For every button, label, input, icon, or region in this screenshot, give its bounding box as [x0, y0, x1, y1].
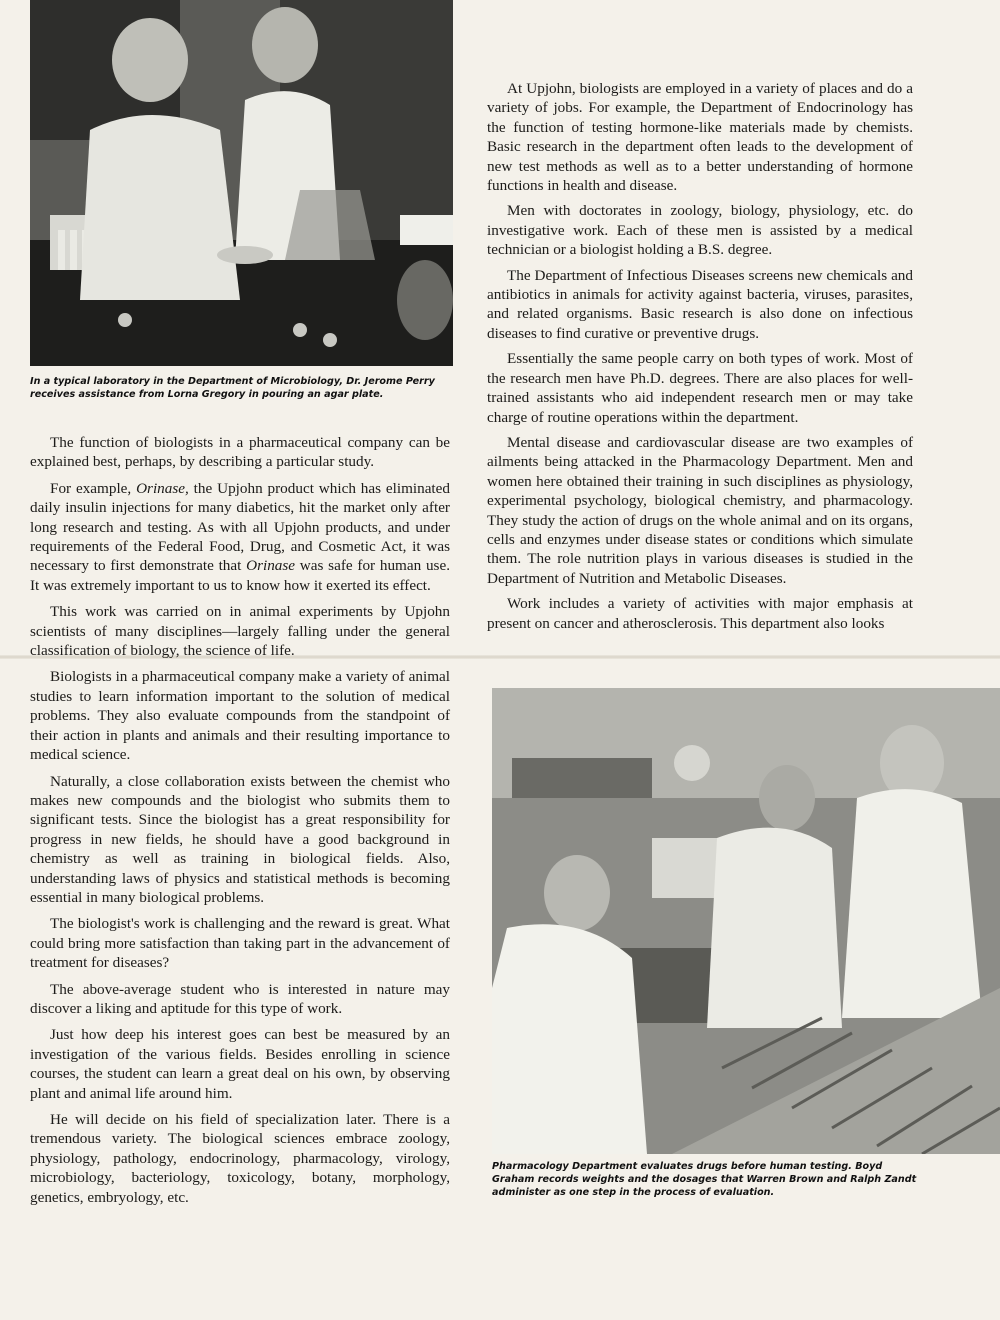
text-run: For example, [50, 479, 137, 497]
text-run: the Upjohn product which has eliminated daily insulin injections for many diabetics, hit the market only after long research and testing. As with all Upjohn products, and under requirements of the Federal Food, Drug, and Cosmetic Act, it was necessary to first demonstrate that [30, 479, 450, 575]
paragraph: Essentially the same people carry on both types of work. Most of the research men have Ph.D. degrees. There are also places for well-trained assistants who aid independent research men or may take charge of routine operations within the department. [487, 350, 913, 426]
paragraph: This work was carried on in animal experiments by Upjohn scientists of many disciplines—largely falling under the general classification of biology, the science of life. [30, 603, 450, 660]
paragraph: The above-average student who is interested in nature may discover a liking and aptitude for this type of work. [30, 980, 450, 1017]
paragraph: The biologist's work is challenging and the reward is great. What could bring more satisfaction than taking part in the advancement of treatment for diseases? [30, 915, 450, 972]
paragraph: Mental disease and cardiovascular disease are two examples of ailments being attacked in the Pharmacology Department. Men and women here obtained their training in such disciplines as physiology, experimental psychology, biological chemistry, and pharmacology. They study the action of drugs on the whole animal and on its organs, cells and enzymes under disease states or conditions which simulate them. The role nutrition plays in various diseases is studied in the Department of Nutrition and Metabolic Diseases. [487, 433, 913, 587]
paragraph: Biologists in a pharmaceutical company make a variety of animal studies to learn information important to the solution of medical problems. They also evaluate compounds from the standpoint of their action in plants and animals and their resulting importance to medical science. [30, 668, 450, 764]
product-name: Orinase, [136, 479, 189, 497]
product-name: Orinase [246, 557, 296, 575]
paragraph: Men with doctorates in zoology, biology, physiology, etc. do investigative work. Each of these men is assisted by a medical technician or a biologist holding a B.S. degree. [487, 202, 913, 259]
paragraph: Naturally, a close collaboration exists between the chemist who makes new compounds and the biologist who submits them to significant tests. Since the biologist has a great responsibility for progress in new fields, he should have a good background in chemistry as well as training in biological fields. Also, understanding laws of physics and statistical methods is becoming essential in many biological problems. [30, 772, 450, 906]
left-text-column [30, 433, 450, 1214]
paragraph: Work includes a variety of activities with major emphasis at present on cancer and atherosclerosis. This department also looks [487, 595, 913, 632]
photo-illustration [30, 0, 453, 366]
paragraph: He will decide on his field of specialization later. There is a tremendous variety. The biological sciences embrace zoology, physiology, pathology, endocrinology, pharmacology, virology, microbiology, bacteriology, toxicology, botany, morphology, genetics, embryology, etc. [30, 1111, 450, 1206]
microbiology-photo-caption: In a typical laboratory in the Department of Microbiology, Dr. Jerome Perry receives assistance from Lorna Gregory in pouring an agar plate. [30, 376, 435, 400]
paragraph: The function of biologists in a pharmaceutical company can be explained best, perhaps, by describing a particular study. [30, 434, 450, 471]
paragraph: The Department of Infectious Diseases screens new chemicals and antibiotics in animals for activity against bacteria, viruses, parasites, and related organisms. Basic research is also done on infectious diseases to find curative or preventive drugs. [487, 266, 913, 342]
paragraph: Just how deep his interest goes can best be measured by an investigation of the various fields. Besides enrolling in science courses, the student can learn a great deal on his own, by observing plant and animal life around him. [30, 1026, 450, 1102]
photo-illustration [492, 688, 1000, 1154]
microbiology-lab-photo [30, 0, 453, 366]
pharmacology-lab-photo [492, 688, 1000, 1154]
pharmacology-photo-caption: Pharmacology Department evaluates drugs before human testing. Boyd Graham records weights and the dosages that Warren Brown and Ralph Zandt administer as one step in the process of evaluation. [492, 1161, 917, 1198]
paragraph: At Upjohn, biologists are employed in a variety of places and do a variety of jobs. For example, the Department of Endocrinology has the function of testing hormone-like materials made by chemists. Basic research in the department often leads to the development of new test methods as well as to a better understanding of hormone functions in health and disease. [487, 80, 913, 195]
paragraph-orinase [30, 479, 450, 595]
text-run: was safe for human use. It was extremely important to us to know how it exerted its effect. [30, 557, 450, 594]
right-text-column [487, 79, 913, 639]
